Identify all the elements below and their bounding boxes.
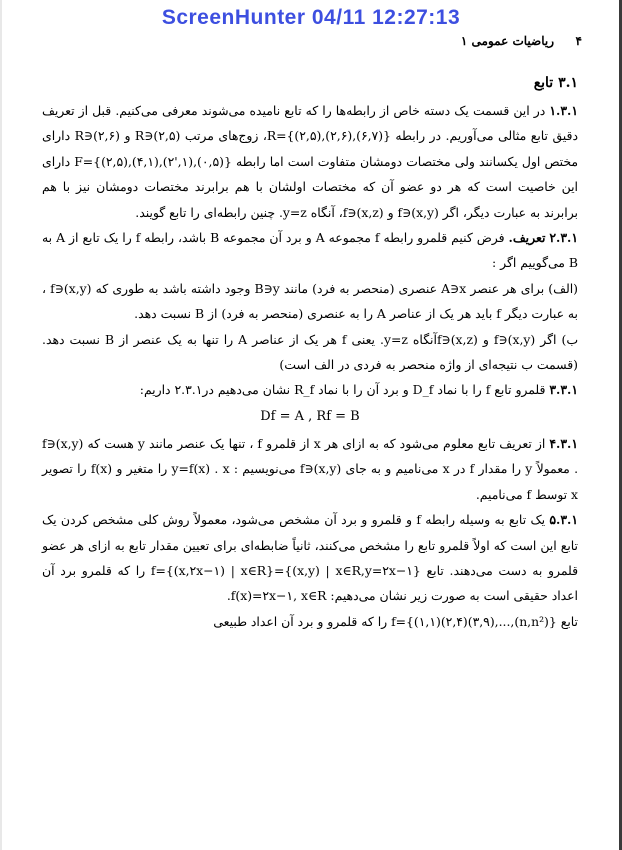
paragraph-text: از تعریف تابع معلوم می‌شود که به ازای هر x از قلمرو f ، تنها یک عنصر مانند y هست که f∋(x,y) . معمولاً y را مقدار f در x می‌نامیم و به جای f∋(x,y) می‌نویسیم : y=f(x) . x را متغیر و f(x) را تصویر x توسط f می‌نامیم. bbox=[42, 435, 579, 502]
page-body bbox=[42, 70, 578, 634]
paragraph-6: تابع f={(۱,۱)(۲,۴)(۳,۹),...,(n,n²)} را که قلمرو و برد آن اعداد طبیعی bbox=[213, 613, 578, 629]
item-number: ۴.۳.۱ bbox=[549, 435, 578, 451]
running-head bbox=[40, 34, 582, 50]
page-edge bbox=[0, 0, 2, 850]
formula-domain-range: Df = A , Rf = B bbox=[260, 408, 360, 424]
paragraph-2-3-1 bbox=[42, 225, 578, 276]
item-number: ۲.۳.۱ bbox=[549, 230, 578, 246]
definition-term: تعریف. bbox=[508, 230, 546, 246]
item-number: ۳.۳.۱ bbox=[549, 382, 578, 398]
paragraph-text: یک تابع به وسیله رابطه f و قلمرو و برد آن مشخص می‌شود، معمولاً روش کلی مشخص کردن یک تابع این است که اولاً قلمرو تابع را مشخص می‌کنند، ثانیاً ضابطه‌ای برای تعیین مقدار تابع به ازای هر عضو قلمرو به دست می‌دهند. تابع f={(x,۲x−۱) | x∈R}={(x,y) | x∈R,y=۲x−۱} را که قلمرو برد آن اعداد حقیقی است به صورت زیر نشان می‌دهیم: f(x)=۲x−۱, x∈R. bbox=[42, 512, 579, 604]
paragraph-text: فرض کنیم قلمرو رابطه f مجموعه A و برد آن مجموعه B باشد، رابطه f را یک تابع از A به B می‌گوییم اگر : bbox=[42, 230, 578, 271]
item-number: ۱.۳.۱ bbox=[549, 103, 578, 118]
paragraph-5-3-1 bbox=[42, 507, 578, 609]
paragraph-text: در این قسمت یک دسته خاص از رابطه‌ها را که تابع نامیده می‌شوند معرفی می‌کنیم. قبل از تعریف دقیق تابع مثالی می‌آوریم. در رابطه R={(۲,۵),(۲,۶),(۶,۷)}، زوج‌های مرتب R∋(۲,۵) و R∋(۲,۶) دارای مختص اول یکسانند ولی مختصات دومشان متفاوت است اما رابطه F={(۲,۵),(۴,۱),(۲',۱),(۰,۵)} دارای این خاصیت است که هر دو عضو آن که مختصات اولشان با هم برابرند مختصات دومشان نیز با هم برابرند به عبارت دیگر، اگر f∋(x,y) و f∋(x,z)، آنگاه y=z. چنین رابطه‌ای را تابع گویند. bbox=[42, 103, 578, 220]
screenhunter-watermark: ScreenHunter 04/11 12:27:13 bbox=[161, 6, 461, 29]
paragraph-text: قلمرو تابع f را با نماد D_f و برد آن را با نماد R_f نشان می‌دهیم در۲.۳.۱ داریم: bbox=[139, 382, 546, 398]
paragraph-4-3-1 bbox=[42, 431, 578, 507]
page-number: ۴ bbox=[575, 34, 582, 48]
paragraph-2-3-1-b: ب) اگر f∋(x,y) و f∋(x,z)آنگاه y=z. یعنی f هر یک از عناصر A را تنها به یک عنصر از B نسبت دهد. (قسمت ب نتیجه‌ای از واژه منحصر به فردی در الف است) bbox=[42, 331, 578, 373]
paragraph-3-3-1 bbox=[42, 377, 578, 402]
section-title: ۳.۱ تابع bbox=[533, 75, 578, 91]
paragraph-1-3-1 bbox=[42, 98, 578, 225]
paragraph-2-3-1-a: (الف) برای هر عنصر A∋x عنصری (منحصر به فرد) مانند B∋y وجود داشته باشد به طوری که f∋(x,y) ، به عبارت دیگر f باید هر یک از عناصر A را به عنصری (منحصر به فرد) از B نسبت دهد. bbox=[42, 280, 579, 322]
book-title: ریاضیات عمومی ۱ bbox=[460, 34, 554, 48]
item-number: ۵.۳.۱ bbox=[549, 512, 578, 528]
